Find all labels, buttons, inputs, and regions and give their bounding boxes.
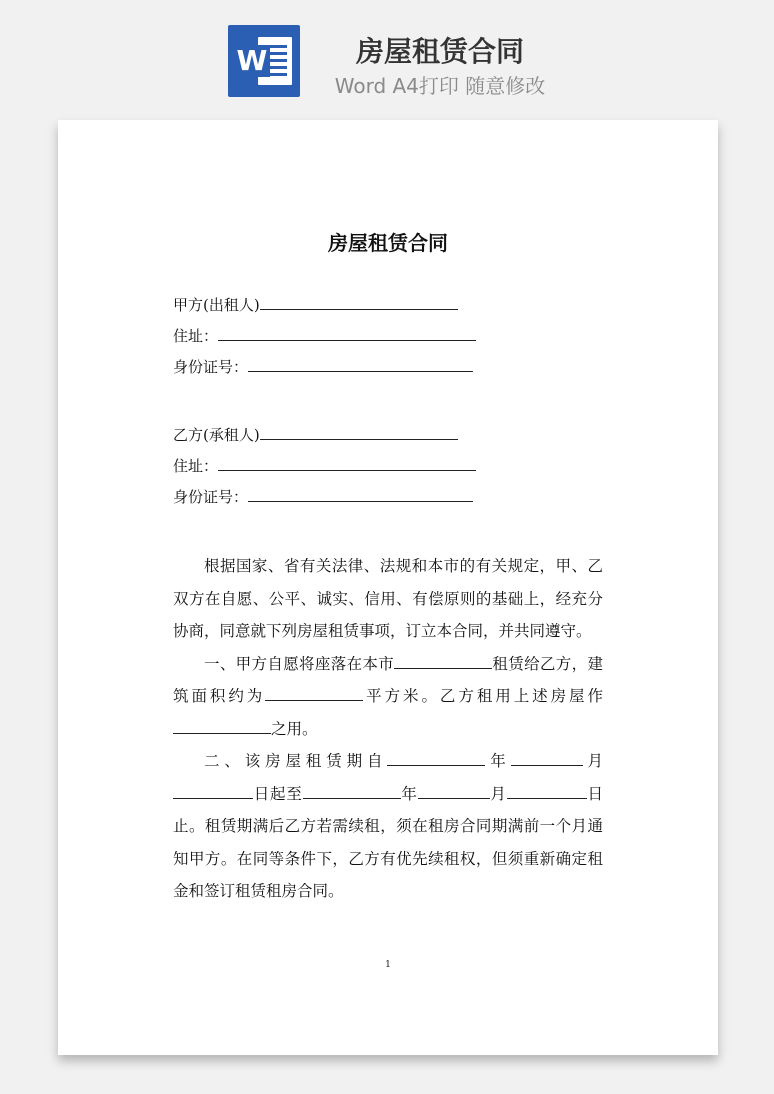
party-a-id-field: 身份证号： xyxy=(173,352,476,383)
word-letter: W xyxy=(234,45,270,77)
document-title: 房屋租赁合同 xyxy=(328,231,448,255)
blank-line[interactable] xyxy=(387,751,485,766)
party-b-name-field: 乙方(承租人) xyxy=(173,420,476,451)
party-b-address-field: 住址： xyxy=(173,451,476,482)
blank-line[interactable] xyxy=(260,291,458,310)
document-page xyxy=(58,120,718,1055)
blank-line[interactable] xyxy=(507,784,587,799)
blank-line[interactable] xyxy=(511,751,583,766)
blank-line[interactable] xyxy=(218,452,476,471)
party-a-name-field: 甲方(出租人) xyxy=(173,290,476,321)
blank-line[interactable] xyxy=(248,483,473,502)
contract-body xyxy=(173,550,603,908)
header-title: 房屋租赁合同 xyxy=(355,35,524,68)
blank-line[interactable] xyxy=(394,654,492,669)
intro-paragraph: 根据国家、省有关法律、法规和本市的有关规定，甲、乙双方在自愿、公平、诚实、信用、有偿原则的基础上，经充分协商，同意就下列房屋租赁事项，订立本合同，并共同遵守。 xyxy=(173,557,603,640)
party-a-section xyxy=(173,290,476,383)
blank-line[interactable] xyxy=(260,421,458,440)
blank-line[interactable] xyxy=(218,322,476,341)
clause-2: 二、该房屋租赁期自 年 月日起至 年 月 日止。租赁期满后乙方若需续租，须在租房合同期满前一个月通知甲方。在同等条件下，乙方有优先续租权，但须重新确定租金和签订租赁租房合同。 xyxy=(173,752,603,900)
blank-line[interactable] xyxy=(418,784,490,799)
blank-line[interactable] xyxy=(248,353,473,372)
blank-line[interactable] xyxy=(173,784,253,799)
party-a-address-field: 住址： xyxy=(173,321,476,352)
party-b-section xyxy=(173,420,476,513)
word-icon xyxy=(228,25,300,97)
header-subtitle: Word A4打印 随意修改 xyxy=(334,74,546,98)
clause-1: 一、甲方自愿将座落在本市 租赁给乙方，建筑面积约为 平方米。乙方租用上述房屋作之用。 xyxy=(173,654,603,738)
blank-line[interactable] xyxy=(265,686,363,701)
blank-line[interactable] xyxy=(303,784,401,799)
page-number: 1 xyxy=(385,960,391,970)
blank-line[interactable] xyxy=(173,719,271,734)
party-b-id-field: 身份证号： xyxy=(173,482,476,513)
